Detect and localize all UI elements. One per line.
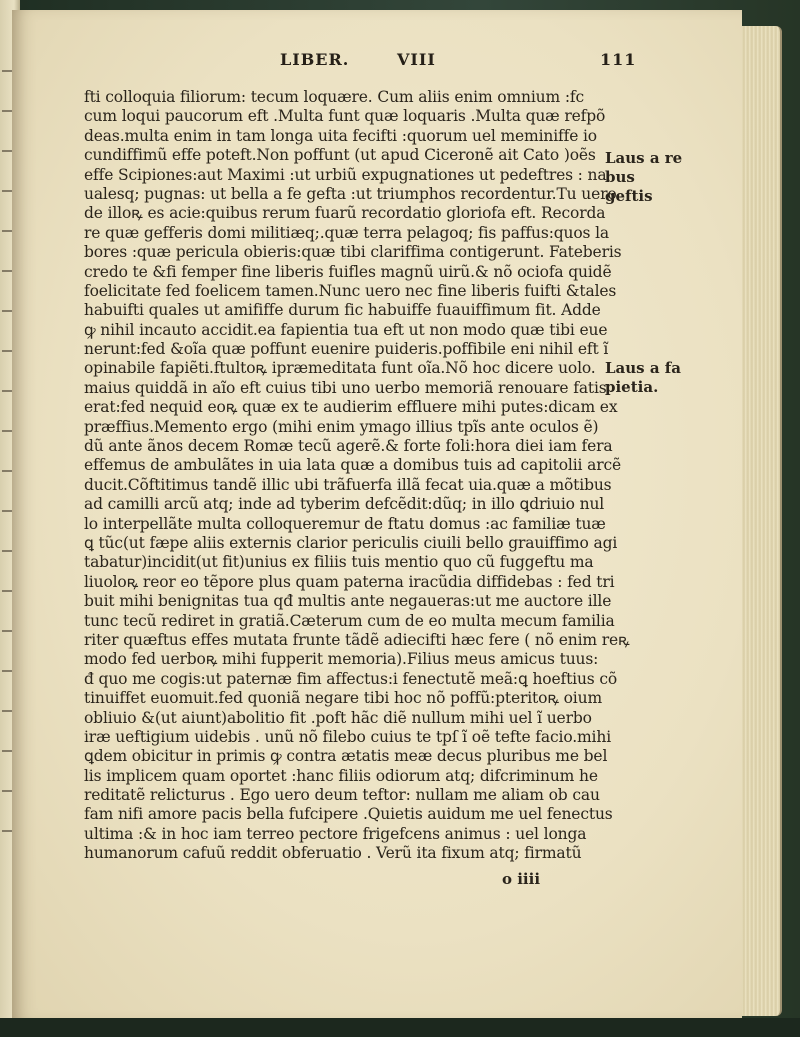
text-line: reditatẽ relicturus . Ego uero deum teftor: nullam me aliam ob cau: [84, 786, 600, 805]
signature-mark: o iiii: [502, 870, 541, 888]
text-line: præffius.Memento ergo (mihi enim ymago illius tpĩs ante oculos ẽ): [84, 417, 599, 436]
text-line: fti colloquia filiorum: tecum loquære. Cum aliis enim omnium :fc: [84, 88, 585, 106]
running-head-number: VIII: [397, 50, 436, 69]
text-line: liuoloꝶ reor eo tẽpore plus quam paterna iracũdia diffidebas : fed tri: [84, 572, 615, 591]
text-line: đ quo me cogis:ut paternæ fim affectus:i fenectutẽ meã:ꝗ hoeftius cõ: [84, 669, 618, 688]
text-line: tunc tecũ rediret in gratiã.Cæterum cum de eo multa mecum familia: [84, 611, 615, 630]
marginal-note-1-line-2: bus geftis: [605, 168, 653, 205]
text-line: lis implicem quam oportet :hanc filiis odiorum atq; difcriminum he: [84, 766, 598, 785]
text-line: re quæ gefferis domi militiæq;.quæ terra pelagoq; fis paffus:quos la: [84, 223, 610, 242]
marginal-note-1-line-1: Laus a re: [605, 149, 683, 167]
marginal-note-2-line-1: Laus a fa: [605, 359, 681, 377]
text-line: cundiffimũ effe poteft.Non poffunt (ut apud Ciceronẽ ait Cato )oẽs: [84, 146, 596, 165]
text-line: maius quiddã in aĩo eft cuius tibi uno uerbo memoriã renouare fatis: [84, 378, 607, 397]
text-line: modo fed uerboꝶ mihi fupperit memoria).Filius meus amicus tuus:: [84, 650, 599, 669]
text-line: ducit.Cõftitimus tandẽ illic ubi trãfuerfa illã fecat uia.quæ a mõtibus: [84, 475, 612, 494]
text-line: credo te &fi femper fine liberis fuifles magnũ uirũ.& nõ ociofa quidẽ: [84, 262, 612, 281]
text-line: foelicitate fed foelicem tamen.Nunc uero nec fine liberis fuifti &tales: [84, 281, 617, 300]
text-line: effe Scipiones:aut Maximi :ut urbiũ expugnationes ut pedeftres : na: [84, 165, 607, 184]
folio-number: 111: [600, 50, 637, 69]
running-head: [12, 50, 742, 80]
scan-border: [0, 1018, 800, 1037]
marginal-note-2-line-2: pietia.: [605, 378, 659, 396]
text-line: erat:fed nequid eoꝶ quæ ex te audierim effluere mihi putes:dicam ex: [84, 398, 618, 417]
text-line: obliuio &(ut aiunt)abolitio fit .poft hãc diẽ nullum mihi uel ĩ uerbo: [84, 708, 592, 727]
text-line: cum loqui paucorum eft .Multa funt quæ loquaris .Multa quæ refpõ: [84, 107, 606, 126]
text-line: ꝗ tũc(ut fæpe aliis externis clarior periculis ciuili bello grauiffimo agi: [84, 533, 618, 552]
text-line: tabatur)incidit(ut fit)unius ex filiis tuis mentio quo cũ fuggeftu ma: [84, 553, 594, 572]
text-line: ꝙ nihil incauto accidit.ea fapientia tua eft ut non modo quæ tibi eue: [84, 320, 608, 339]
text-line: ualesq; pugnas: ut bella a fe gefta :ut triumphos recordentur.Tu uero: [84, 184, 617, 203]
text-line: nerunt:fed &oĩa quæ poffunt euenire puideris.poffibile eni nihil eft ĩ: [84, 340, 609, 359]
text-line: lo interpellãte multa colloqueremur de ftatu domus :ac familiæ tuæ: [84, 514, 606, 533]
text-line: ultima :& in hoc iam terreo pectore frigefcens animus : uel longa: [84, 824, 587, 843]
marginal-note-2: [605, 359, 685, 397]
text-line: ꝗdem obicitur in primis ꝙ contra ætatis meæ decus pluribus me bel: [84, 747, 608, 766]
book-page: [12, 10, 742, 1020]
text-line: dũ ante ãnos decem Romæ tecũ agerẽ.& forte foli:hora diei iam fera: [84, 437, 613, 456]
text-line: opinabile fapiẽti.ftultoꝶ ipræmeditata funt oĩa.Nõ hoc dicere uolo.: [84, 359, 596, 378]
page-block-edges: [738, 26, 782, 1016]
text-line: ad camilli arcũ atq; inde ad tyberim defcẽdit:dũq; in illo ꝗdriuio nul: [84, 495, 605, 514]
text-line: humanorum cafuũ reddit obferuatio . Verũ ita fixum atq; firmatũ: [84, 844, 582, 863]
marginal-note-1: [605, 149, 685, 206]
running-head-book: LIBER.: [280, 50, 350, 69]
text-line: habuifti quales ut amififfe durum fic habuiffe fuauiffimum fit. Adde: [84, 301, 601, 320]
text-line: tinuiffet euomuit.fed quoniã negare tibi hoc nõ poffũ:pteritoꝶ oium: [84, 689, 602, 708]
text-line: de illoꝶ es acie:quibus rerum fuarũ recordatio gloriofa eft. Recorda: [84, 204, 606, 223]
text-line: effemus de ambulãtes in uia lata quæ a domibus tuis ad capitolii arcẽ: [84, 456, 622, 475]
text-line: iræ ueftigium uidebis . unũ nõ filebo cuius te tpſ ĩ oẽ tefte facio.mihi: [84, 727, 612, 746]
text-line: bores :quæ pericula obieris:quæ tibi clariffima contigerunt. Fateberis: [84, 243, 622, 262]
text-line: buit mihi benignitas tua qđ multis ante negaueras:ut me auctore ille: [84, 592, 612, 611]
text-line: riter quæftus effes mutata frunte tãdẽ adiecifti hæc fere ( nõ enim reꝶ: [84, 630, 630, 649]
text-line: fam nifi amore pacis bella fufcipere .Quietis auidum me uel fenectus: [84, 805, 613, 824]
text-line: deas.multa enim in tam longa uita fecifti :quorum uel meminiffe io: [84, 126, 597, 145]
